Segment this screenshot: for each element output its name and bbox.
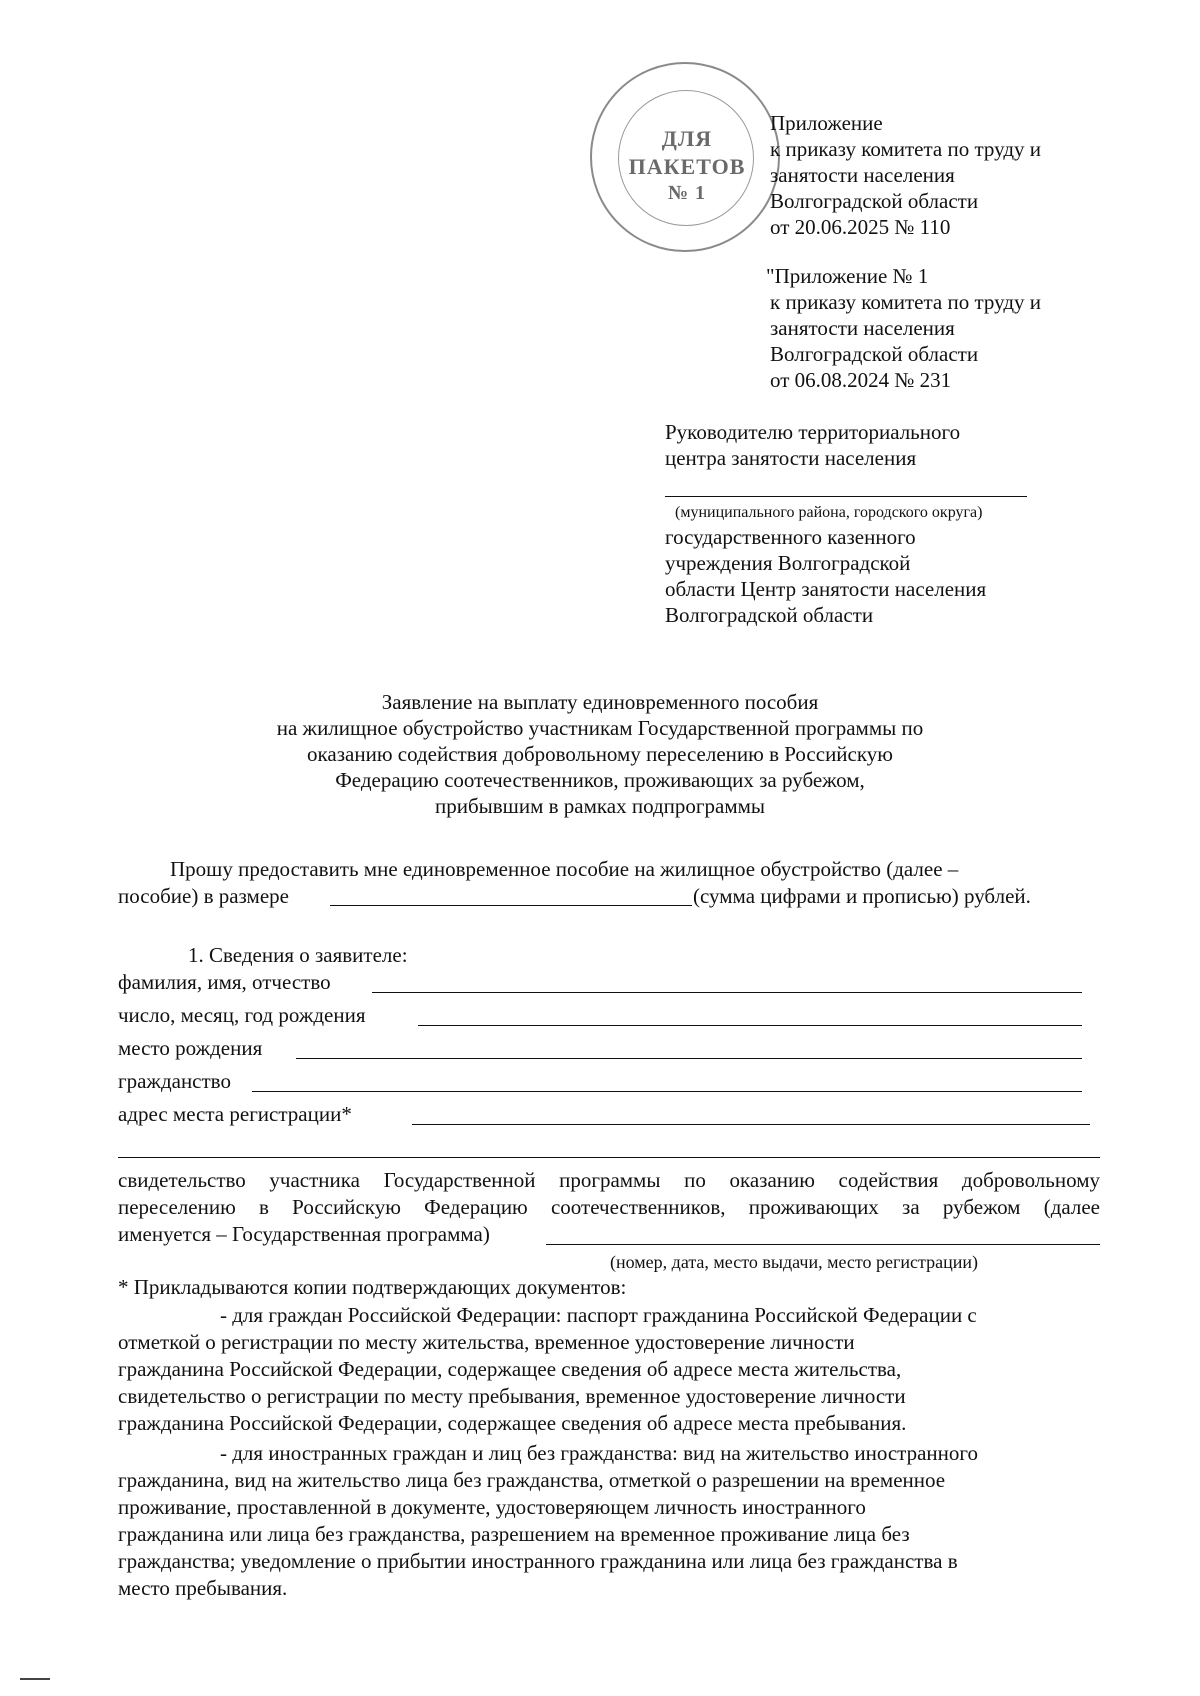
- dob-field[interactable]: [418, 1025, 1082, 1026]
- footnote-p2-line: проживание, проставленной в документе, удостоверяющем личность иностранного: [118, 1495, 866, 1519]
- amount-field[interactable]: [330, 905, 692, 906]
- addressee-line: области Центр занятости населения: [665, 577, 987, 601]
- request-line2-start: пособие) в размере: [118, 884, 289, 908]
- fio-label: фамилия, имя, отчество: [118, 970, 331, 994]
- header2-line: от 06.08.2024 № 231: [770, 368, 952, 392]
- title-line: Федерацию соотечественников, проживающих за рубежом,: [335, 768, 865, 792]
- certificate-caption: (номер, дата, место выдачи, место регистрации): [610, 1252, 978, 1272]
- title-line: Заявление на выплату единовременного пособия: [381, 690, 819, 714]
- title-line: оказанию содействия добровольному переселению в Российскую: [307, 742, 893, 766]
- header1-line: к приказу комитета по труду и: [770, 137, 1042, 161]
- footnote-p2-line: гражданина или лица без гражданства, разрешением на временное проживание лица без: [118, 1522, 910, 1546]
- citizenship-label: гражданство: [118, 1069, 231, 1093]
- footnote-p1-line: гражданина Российской Федерации, содержащее сведения об адресе места жительства,: [118, 1357, 902, 1381]
- header2-line: "Приложение № 1: [766, 264, 929, 288]
- header2-line: к приказу комитета по труду и: [770, 290, 1042, 314]
- request-line2-end: (сумма цифрами и прописью) рублей.: [693, 884, 1031, 908]
- header1-line: от 20.06.2025 № 110: [770, 215, 951, 239]
- header1-line: занятости населения: [770, 163, 955, 187]
- stamp-text-3: № 1: [667, 182, 707, 204]
- footnote-p2-line: место пребывания.: [118, 1576, 288, 1600]
- fio-field[interactable]: [372, 992, 1082, 993]
- footnote-heading: * Прикладываются копии подтверждающих документов:: [118, 1275, 627, 1299]
- footnote-p2-line: гражданина, вид на жительство лица без гражданства, отметкой о разрешении на временное: [118, 1468, 946, 1492]
- addressee-caption: (муниципального района, городского округа): [675, 504, 983, 521]
- certificate-field[interactable]: [546, 1244, 1100, 1245]
- header1-line: Приложение: [770, 111, 883, 135]
- addressee-line: Руководителю территориального: [665, 420, 961, 444]
- title-line: на жилищное обустройство участникам Государственной программы по: [276, 716, 924, 740]
- pob-label: место рождения: [118, 1036, 263, 1060]
- certificate-line2: переселению в Российскую Федерацию соотечественников, проживающих за рубежом (далее: [118, 1195, 1100, 1219]
- stamp-text-2: ПАКЕТОВ: [628, 154, 746, 179]
- footnote-p1-line: гражданина Российской Федерации, содержащее сведения об адресе места пребывания.: [118, 1411, 907, 1435]
- citizenship-field[interactable]: [252, 1091, 1082, 1092]
- title-line: прибывшим в рамках подпрограммы: [434, 794, 766, 818]
- certificate-line3: именуется – Государственная программа): [118, 1222, 490, 1246]
- footnote-p2-line: гражданства; уведомление о прибытии иностранного гражданина или лица без гражданства в: [118, 1549, 958, 1573]
- pob-field[interactable]: [296, 1058, 1082, 1059]
- certificate-line1: свидетельство участника Государственной программы по оказанию содействия добровольному: [118, 1168, 1100, 1192]
- footnote-p1-line: - для граждан Российской Федерации: паспорт гражданина Российской Федерации с: [220, 1303, 977, 1327]
- addressee-line: учреждения Волгоградской: [665, 551, 911, 575]
- dob-label: число, месяц, год рождения: [118, 1003, 366, 1027]
- header1-line: Волгоградской области: [770, 189, 979, 213]
- address-field[interactable]: [412, 1124, 1090, 1125]
- applicant-heading: 1. Сведения о заявителе:: [188, 943, 408, 967]
- addressee-blank-line[interactable]: [665, 496, 1027, 497]
- footnote-p1-line: свидетельство о регистрации по месту пребывания, временное удостоверение личности: [118, 1384, 906, 1408]
- footnote-p1-line: отметкой о регистрации по месту жительства, временное удостоверение личности: [118, 1330, 855, 1354]
- address-label: адрес места регистрации*: [118, 1102, 352, 1126]
- header2-line: Волгоградской области: [770, 342, 979, 366]
- page-edge-mark: [20, 1678, 50, 1680]
- approval-stamp: [590, 62, 780, 252]
- addressee-line: государственного казенного: [665, 525, 916, 549]
- addressee-line: центра занятости населения: [665, 446, 917, 470]
- addressee-line: Волгоградской области: [665, 603, 874, 627]
- address-field-continuation[interactable]: [118, 1157, 1100, 1158]
- footnote-p2-line: - для иностранных граждан и лиц без гражданства: вид на жительство иностранного: [220, 1441, 978, 1465]
- header2-line: занятости населения: [770, 316, 955, 340]
- request-line1: Прошу предоставить мне единовременное пособие на жилищное обустройство (далее –: [170, 857, 959, 881]
- stamp-text-1: ДЛЯ: [661, 126, 713, 151]
